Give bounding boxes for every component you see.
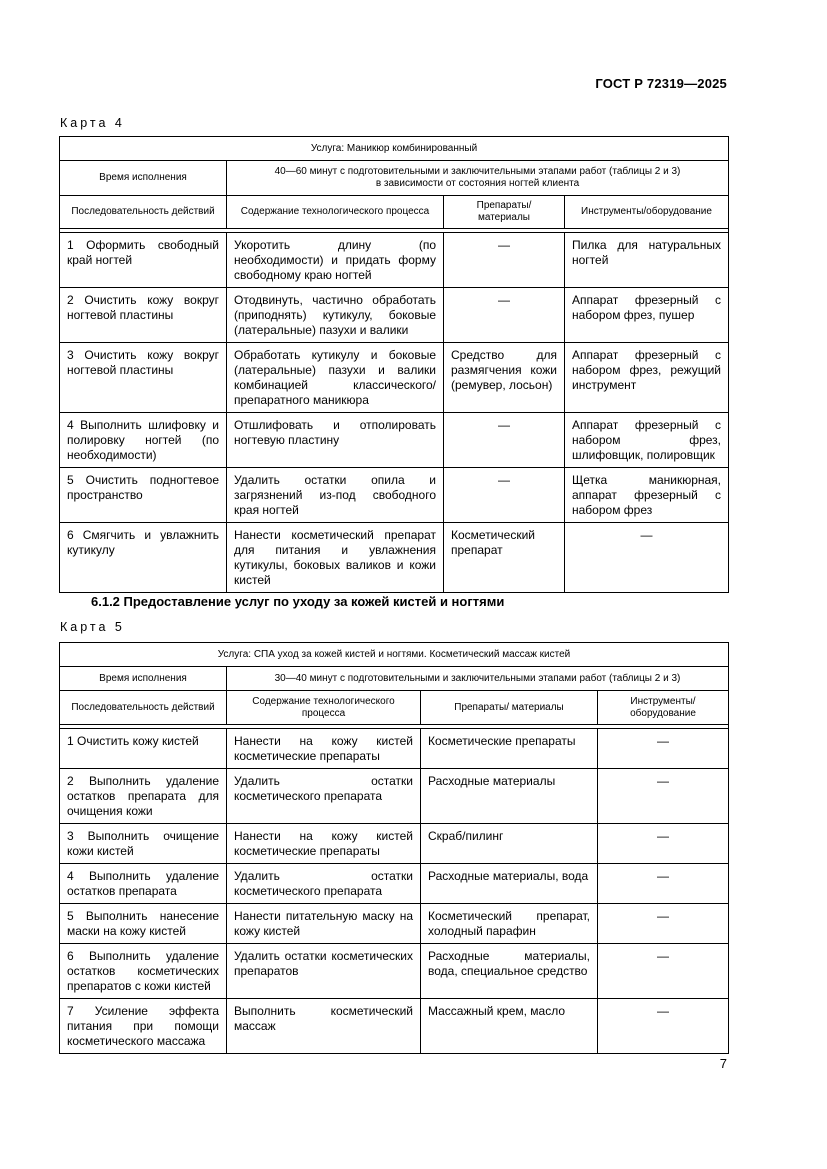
- card-4-table: [59, 136, 729, 593]
- column-header-materials: Препараты/ материалы: [421, 691, 598, 725]
- column-header-tools: Инструменты/оборудование: [565, 196, 729, 229]
- cell-tools: Пилка для натуральных ногтей: [565, 233, 729, 288]
- cell-process: Удалить остатки косметического препарата: [227, 769, 421, 824]
- time-value-line-1: 40—60 минут с подготовительными и заключительными этапами работ (таблицы 2 и 3): [274, 166, 681, 177]
- table-row: [60, 413, 729, 468]
- cell-action: 3 Очистить кожу вокруг ногтевой пластины: [60, 343, 227, 413]
- service-title: Услуга: СПА уход за кожей кистей и ногтями. Косметический массаж кистей: [60, 643, 729, 667]
- cell-action: 6 Выполнить удаление остатков косметических препаратов с кожи кистей: [60, 944, 227, 999]
- cell-tools: —: [598, 769, 729, 824]
- cell-process: Удалить остатки опила и загрязнений из-под свободного края ногтей: [227, 468, 444, 523]
- table-row: [60, 824, 729, 864]
- cell-materials: —: [444, 233, 565, 288]
- column-header-process: Содержание технологического процесса: [227, 691, 421, 725]
- cell-action: 2 Очистить кожу вокруг ногтевой пластины: [60, 288, 227, 343]
- cell-action: 1 Оформить свободный край ногтей: [60, 233, 227, 288]
- cell-process: Отшлифовать и отполировать ногтевую пластину: [227, 413, 444, 468]
- cell-process: Нанести на кожу кистей косметические препараты: [227, 729, 421, 769]
- cell-tools: Аппарат фрезерный с набором фрез, пушер: [565, 288, 729, 343]
- card-5-table: [59, 642, 729, 1054]
- cell-tools: Щетка маникюрная, аппарат фрезерный с набором фрез: [565, 468, 729, 523]
- service-title: Услуга: Маникюр комбинированный: [60, 137, 729, 161]
- cell-tools: —: [598, 824, 729, 864]
- cell-process: Выполнить косметический массаж: [227, 999, 421, 1054]
- cell-tools: —: [598, 999, 729, 1054]
- cell-materials: —: [444, 468, 565, 523]
- cell-process: Обработать кутикулу и боковые (латеральные) пазухи и валики комбинацией классического/препаратного маникюра: [227, 343, 444, 413]
- cell-tools: —: [565, 523, 729, 593]
- cell-action: 4 Выполнить шлифовку и полировку ногтей (по необходимости): [60, 413, 227, 468]
- cell-materials: Расходные материалы, вода, специальное средство: [421, 944, 598, 999]
- time-value: [227, 161, 729, 196]
- time-value-line-2: в зависимости от состояния ногтей клиента: [375, 178, 580, 189]
- column-header-process: Содержание технологического процесса: [227, 196, 444, 229]
- time-value: 30—40 минут с подготовительными и заключительными этапами работ (таблицы 2 и 3): [227, 667, 729, 691]
- table-row: [60, 944, 729, 999]
- cell-tools: —: [598, 904, 729, 944]
- cell-tools: Аппарат фрезерный с набором фрез, шлифовщик, полировщик: [565, 413, 729, 468]
- cell-action: 4 Выполнить удаление остатков препарата: [60, 864, 227, 904]
- standard-number: ГОСТ Р 72319—2025: [595, 76, 727, 91]
- table-row: [60, 343, 729, 413]
- cell-process: Нанести питательную маску на кожу кистей: [227, 904, 421, 944]
- table-row: [60, 864, 729, 904]
- page-number: 7: [719, 1056, 727, 1071]
- cell-materials: Скраб/пилинг: [421, 824, 598, 864]
- card-4-label: Карта 4: [60, 116, 125, 130]
- cell-materials: Массажный крем, масло: [421, 999, 598, 1054]
- cell-process: Отодвинуть, частично обработать (приподнять) кутикулу, боковые (латеральные) пазухи и валики: [227, 288, 444, 343]
- cell-action: 2 Выполнить удаление остатков препарата для очищения кожи: [60, 769, 227, 824]
- table-row: [60, 523, 729, 593]
- time-label: Время исполнения: [60, 667, 227, 691]
- cell-tools: —: [598, 944, 729, 999]
- cell-process: Удалить остатки косметических препаратов: [227, 944, 421, 999]
- cell-process: Удалить остатки косметического препарата: [227, 864, 421, 904]
- cell-action: 3 Выполнить очищение кожи кистей: [60, 824, 227, 864]
- table-row: [60, 999, 729, 1054]
- cell-action: 5 Очистить подногтевое пространство: [60, 468, 227, 523]
- table-row: [60, 904, 729, 944]
- cell-action: 5 Выполнить нанесение маски на кожу кистей: [60, 904, 227, 944]
- cell-tools: —: [598, 864, 729, 904]
- cell-process: Нанести косметический препарат для питания и увлажнения кутикулы, боковых валиков и кожи кистей: [227, 523, 444, 593]
- cell-tools: —: [598, 729, 729, 769]
- cell-process: Нанести на кожу кистей косметические препараты: [227, 824, 421, 864]
- column-header-materials: Препараты/ материалы: [444, 196, 565, 229]
- time-label: Время исполнения: [60, 161, 227, 196]
- section-heading: 6.1.2 Предоставление услуг по уходу за кожей кистей и ногтями: [91, 594, 505, 609]
- cell-materials: Косметические препараты: [421, 729, 598, 769]
- cell-action: 7 Усиление эффекта питания при помощи косметического массажа: [60, 999, 227, 1054]
- cell-materials: Средство для размягчения кожи (ремувер, лосьон): [444, 343, 565, 413]
- cell-process: Укоротить длину (по необходимости) и придать форму свободному краю ногтей: [227, 233, 444, 288]
- table-row: [60, 233, 729, 288]
- cell-materials: Косметический препарат: [444, 523, 565, 593]
- cell-tools: Аппарат фрезерный с набором фрез, режущий инструмент: [565, 343, 729, 413]
- table-row: [60, 288, 729, 343]
- column-header-actions: Последовательность действий: [60, 196, 227, 229]
- cell-materials: Косметический препарат, холодный парафин: [421, 904, 598, 944]
- card-5-label: Карта 5: [60, 620, 125, 634]
- cell-action: 6 Смягчить и увлажнить кутикулу: [60, 523, 227, 593]
- table-row: [60, 729, 729, 769]
- table-row: [60, 769, 729, 824]
- table-row: [60, 468, 729, 523]
- cell-materials: Расходные материалы, вода: [421, 864, 598, 904]
- column-header-tools: Инструменты/ оборудование: [598, 691, 729, 725]
- cell-materials: Расходные материалы: [421, 769, 598, 824]
- cell-materials: —: [444, 288, 565, 343]
- column-header-actions: Последовательность действий: [60, 691, 227, 725]
- cell-materials: —: [444, 413, 565, 468]
- cell-action: 1 Очистить кожу кистей: [60, 729, 227, 769]
